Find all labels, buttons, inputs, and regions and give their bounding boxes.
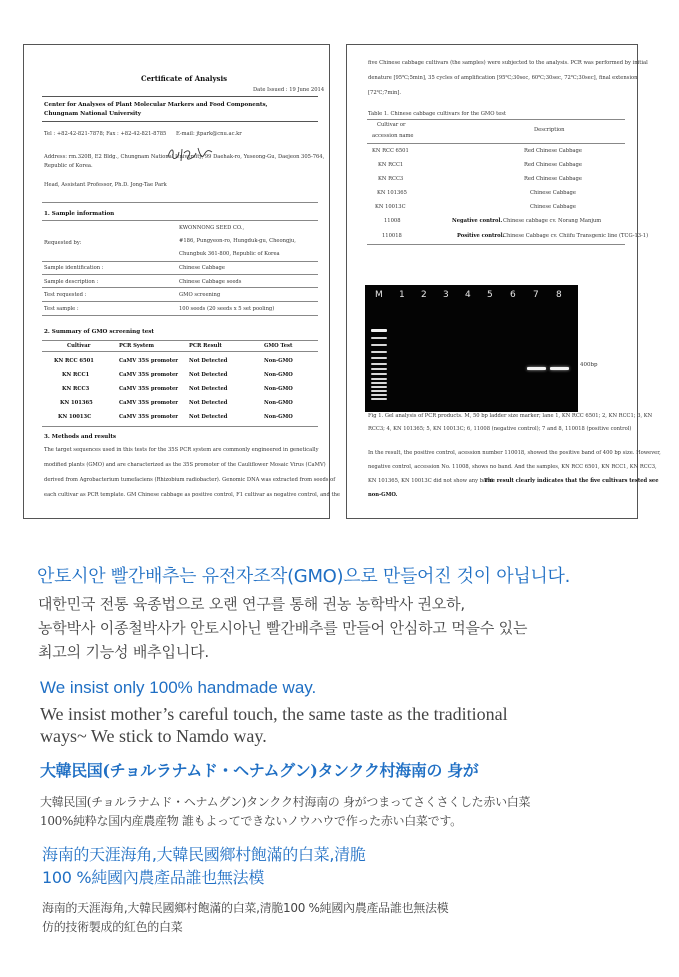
cultivar-name: KN RCC 6501 [372,148,409,154]
certificate-page [23,44,340,519]
test-sample-label: Test sample : [44,306,79,312]
center-name: Center for Analyses of Plant Molecular Markers and Food Components, [44,102,268,108]
gmo-table-header: PCR Result [189,343,222,349]
gel-lane-label: 7 [533,290,539,300]
gmo-cell-pcr-system: CaMV 35S promoter [119,414,179,420]
korean-description-line: 대한민국 전통 육종법으로 오랜 연구를 통해 권농 농학박사 권오하, [38,595,465,613]
figure-caption-line: RCC3; 4, KN 101365; 5, KN 10013C; 6, 11008 (negative control); 7 and 8, 110018 (positive control) [368,426,632,432]
english-description-line: ways~ We stick to Namdo way. [40,726,267,746]
english-description [40,703,640,747]
address-line-1: Address: rm.320B, E2 Bldg., Chungnam National University, 99 Daehak-ro, Yuseong-Gu, Daejeon 305-764, [44,154,325,160]
korean-description-line: 최고의 기능성 배추입니다. [38,643,209,661]
table-caption: Table 1. Chinese cabbage cultivars for the GMO test [368,111,507,117]
gmo-cell-pcr-system: CaMV 35S promoter [119,358,179,364]
gel-lane-label: 5 [487,290,493,300]
pcr-band-lane-8 [550,367,569,370]
signature-image [164,143,216,165]
ladder-band [371,386,387,388]
divider [42,261,318,262]
gmo-cell-pcr-result: Not Detected [189,400,228,406]
cultivar-table-header: accession name [372,133,414,139]
pcr-band-lane-7 [527,367,546,370]
english-description-line: We insist mother’s careful touch, the same taste as the traditional [40,704,508,724]
university-name: Chungnam National University [44,111,141,117]
cultivar-name: 11008 [384,218,401,224]
japanese-description [40,793,530,831]
gel-lane-label: M [375,290,383,300]
ladder-band [371,351,387,353]
gel-lane-label: 6 [510,290,516,300]
divider [42,220,318,221]
gmo-cell-pcr-result: Not Detected [189,358,228,364]
gmo-cell-gmo-test: Non-GMO [264,400,293,406]
section-2-heading: 2. Summary of GMO screening test [44,329,154,335]
gmo-table-header: Cultivar [67,343,91,349]
cultivar-description: Red Chinese Cabbage [524,148,582,154]
japanese-description-line: 100%純粋な国内産農産物 誰もよってできないノウハウで作った赤い白菜です。 [40,814,462,828]
ladder-band [371,390,387,392]
requester-address: Chungbuk 361-800, Republic of Korea [179,251,280,257]
divider [367,119,625,120]
section-3-heading: 3. Methods and results [44,434,117,440]
ladder-band [371,382,387,384]
result-text-line: In the result, the positive control, acession number 110018, showed the positive band of 400 bp size. However, [368,450,661,456]
gmo-cell-cultivar: KN RCC1 [62,372,90,378]
ladder-band [371,344,387,346]
divider [42,301,318,302]
cultivar-description: Chinese cabbage cv. Norang Manjum [503,218,602,224]
gel-electrophoresis-image [365,285,578,412]
divider [42,426,318,427]
methods-text-line: modified plants (GMO) and are characterized as the 35S promoter of the Cauliflower Mosaic Virus (CaMV) [44,462,326,468]
korean-headline: 안토시안 빨간배추는 유전자조작(GMO)으로 만들어진 것이 아닙니다. [37,566,571,587]
divider [42,287,318,288]
test-requested-label: Test requested : [44,292,87,298]
sample-identification-value: Chinese Cabbage [179,265,225,271]
result-conclusion: The result clearly indicates that the five cultivars tested see [484,478,659,484]
korean-description [38,592,527,664]
chinese-headline-line: 海南的天涯海角,大韓民國鄉村飽滿的白菜,清脆 [42,845,366,864]
gmo-cell-cultivar: KN 101365 [60,400,93,406]
gel-lane-label: 4 [465,290,471,300]
divider [42,96,318,97]
japanese-headline: 大韓民国(チョルラナムド・ヘナムグン)タンクク村海南の 身が [40,761,479,780]
ladder-band [371,394,387,396]
gmo-cell-cultivar: KN 10013C [58,414,92,420]
divider [42,340,318,341]
test-sample-value: 100 seeds (20 seeds x 5 set pooling) [179,306,275,312]
date-issued: Date Issued : 19 June 2014 [253,87,325,93]
ladder-band [371,363,387,365]
intro-text-line: denature [95℃;5min], 35 cycles of amplification [95℃;30sec, 60℃;30sec, 72℃;30sec], final extension [368,75,638,81]
gel-lane-label: 2 [421,290,427,300]
divider [42,351,318,352]
gmo-cell-pcr-system: CaMV 35S promoter [119,372,179,378]
control-label: Positive control. [457,233,505,239]
ladder-band [371,368,387,370]
result-conclusion-tail: non-GMO. [368,492,398,498]
gmo-cell-pcr-result: Not Detected [189,414,228,420]
cultivar-description: Chinese Cabbage [530,204,576,210]
cultivar-description: Chinese Cabbage [530,190,576,196]
gmo-cell-gmo-test: Non-GMO [264,358,293,364]
ladder-band [371,329,387,332]
cultivar-description: Red Chinese Cabbage [524,162,582,168]
gmo-table-header: PCR System [119,343,155,349]
divider [42,202,318,203]
gmo-cell-cultivar: KN RCC 6501 [54,358,94,364]
divider [42,315,318,316]
ladder-band [371,337,387,339]
intro-text-line: [72℃;7min]. [368,90,402,96]
requester-address: #186, Pungyeon-ro, Hungduk-gu, Cheongju, [179,238,296,244]
gmo-cell-cultivar: KN RCC3 [62,386,90,392]
chinese-description-line: 仿的技術製成的紅色的白菜 [42,920,183,934]
intro-text-line: five Chinese cabbage cultivars (the samples) were subjected to the analysis. PCR was performed by initial [368,60,648,66]
divider [42,274,318,275]
divider [367,244,625,245]
ladder-band [371,398,387,400]
chinese-description [42,899,448,937]
head-signatory: Head, Assistant Professor, Ph.D. Jong-Tae Park [44,182,167,188]
sample-description-label: Sample description : [44,279,99,285]
ladder-band [371,357,387,359]
gmo-cell-gmo-test: Non-GMO [264,414,293,420]
gel-lane-label: 8 [556,290,562,300]
requester-name: KWONNONG SEED CO., [179,225,245,231]
divider [42,121,318,122]
gel-lane-label: 1 [399,290,405,300]
requested-by-label: Requested by: [44,240,82,246]
gmo-cell-gmo-test: Non-GMO [264,386,293,392]
result-text-line: KN 101365, KN 10013C did not show any band. [368,478,495,484]
band-size-label: 400bp [580,362,598,368]
cultivar-name: KN 10013C [375,204,406,210]
result-text-line: negative control, accession No. 11008, shows no band. And the samples, KN RCC 6501, KN RCC1, KN RCC3, [368,464,657,470]
cultivar-table-header: Description [534,127,565,133]
korean-description-line: 농학박사 이종철박사가 안토시아닌 빨간배추를 만들어 안심하고 먹을수 있는 [38,619,528,637]
address-line-2: Republic of Korea. [44,163,93,169]
methods-text-line: each cultivar as PCR template. GM Chinese cabbage as positive control, F1 cultivar as negative control, and the [44,492,340,498]
section-1-heading: 1. Sample information [44,211,115,217]
cultivar-description: Red Chinese Cabbage [524,176,582,182]
methods-text-line: derived from Agrobacterium tumefaciens (Rhizobium radiobacter). Genomic DNA was extracted from seeds of [44,477,336,483]
email: E-mail: jtpark@cnu.ac.kr [176,131,242,137]
chinese-headline-line: 100 %純國內農產品誰也無法模 [42,868,265,887]
test-requested-value: GMO screening [179,292,221,298]
control-label: Negative control. [452,218,503,224]
chinese-description-line: 海南的天涯海角,大韓民國鄉村飽滿的白菜,清脆100 %純國內農產品誰也無法模 [42,901,449,915]
sample-identification-label: Sample identification : [44,265,104,271]
cultivar-name: KN RCC1 [378,162,404,168]
figure-caption-line: Fig 1. Gel analysis of PCR products. M, 50 bp ladder size marker; lane 1, KN RCC 6501; 2, KN RCC1; 3, KN [368,413,653,419]
chinese-headline [42,843,366,889]
cultivar-name: KN RCC3 [378,176,404,182]
tel-fax: Tel : +82-42-821-7878; Fax : +82-42-821-8785 [44,131,167,137]
report-page [346,44,661,519]
gmo-cell-pcr-system: CaMV 35S promoter [119,400,179,406]
gmo-cell-pcr-result: Not Detected [189,386,228,392]
gel-lane-label: 3 [443,290,449,300]
certificate-title: Certificate of Analysis [141,74,228,83]
gmo-cell-pcr-system: CaMV 35S promoter [119,386,179,392]
cultivar-description: Chinese Cabbage cv. Chiifu Transgenic line (TCG-13-1) [503,233,649,239]
divider [367,143,625,144]
cultivar-table-header: Cultivar or [377,122,406,128]
gmo-cell-gmo-test: Non-GMO [264,372,293,378]
english-headline: We insist only 100% handmade way. [40,678,317,697]
ladder-band [371,373,387,375]
cultivar-name: 110018 [382,233,402,239]
gmo-table-header: GMO Test [264,343,293,349]
gmo-cell-pcr-result: Not Detected [189,372,228,378]
japanese-description-line: 大韓民国(チョルラナムド・ヘナムグン)タンクク村海南の 身がつまってさくさくした赤い白菜 [40,795,531,809]
sample-description-value: Chinese Cabbage seeds [179,279,242,285]
ladder-band [371,378,387,380]
methods-text-line: The target sequences used in this tests for the 35S PCR system are commonly engineered in genetically [44,447,319,453]
cultivar-name: KN 101365 [377,190,407,196]
